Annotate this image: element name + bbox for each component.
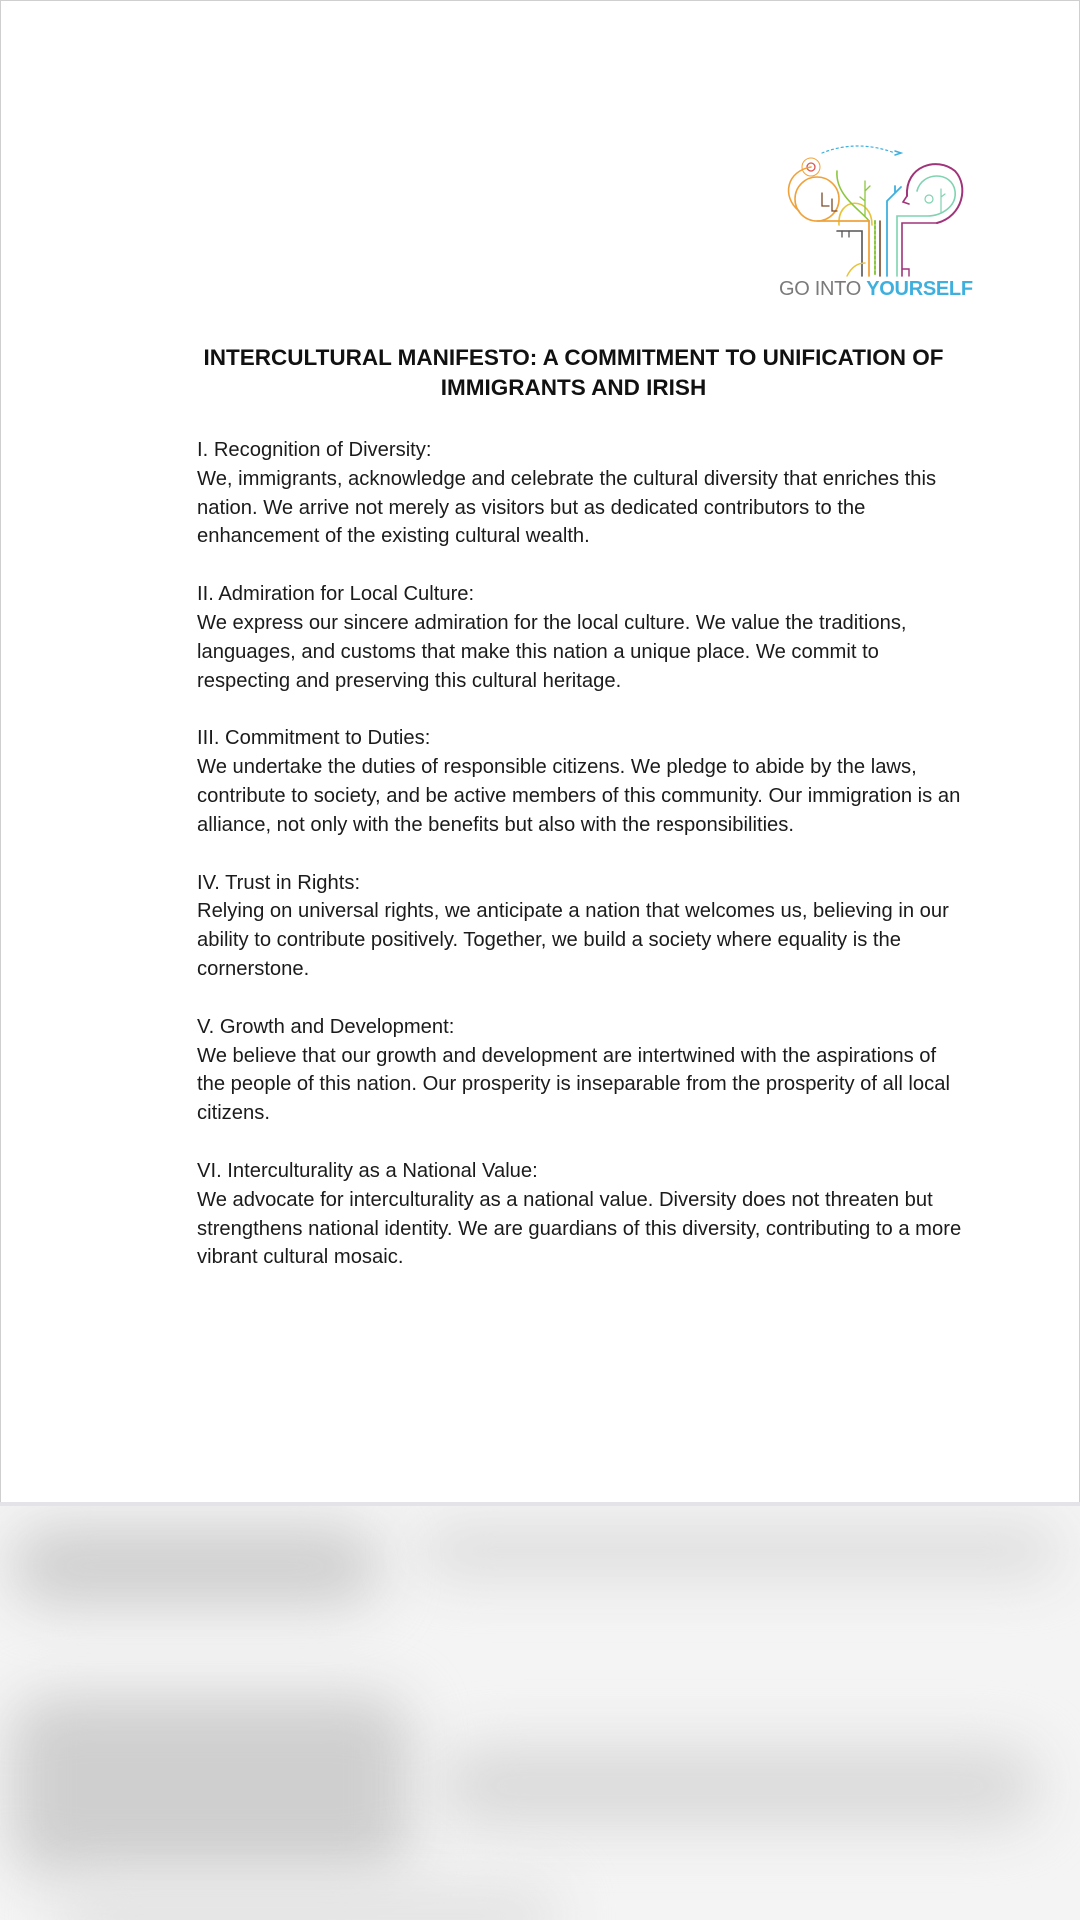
tree-of-paths-logo-icon — [777, 141, 973, 281]
section-body: We advocate for interculturality as a national value. Diversity does not threaten but strengthens national identity. We are guardians of this diversity, contributing to a more vibrant cultural mosaic. — [197, 1188, 962, 1269]
section-heading: V. Growth and Development: — [197, 1015, 455, 1038]
logo-text-bold: YOURSELF — [866, 278, 973, 300]
section-heading: VI. Interculturality as a National Value: — [197, 1159, 538, 1182]
blurred-shape — [10, 1526, 380, 1606]
section-heading: II. Admiration for Local Culture: — [197, 583, 475, 606]
logo-wordmark — [779, 278, 973, 301]
blurred-shape — [60, 1886, 560, 1920]
section-heading: III. Commitment to Duties: — [197, 727, 431, 750]
blurred-shape — [10, 1696, 410, 1876]
section-body: We, immigrants, acknowledge and celebrate the cultural diversity that enriches this nation. We arrive not merely as visitors but as dedicated contributors to the enhancement of the existing cultural wealth. — [197, 467, 937, 548]
blurred-shape — [440, 1746, 1040, 1826]
section-recognition-of-diversity — [197, 436, 967, 551]
blurred-region — [0, 1506, 1080, 1920]
section-commitment-to-duties — [197, 724, 967, 839]
section-body: Relying on universal rights, we anticipate a nation that welcomes us, believing in our ability to contribute positively. Together, we build a society where equality is the cornerstone. — [197, 900, 949, 980]
document-body — [197, 436, 967, 1301]
section-growth-and-development — [197, 1013, 967, 1128]
section-admiration-for-local-culture — [197, 580, 967, 695]
section-body: We express our sincere admiration for the local culture. We value the traditions, languages, and customs that make this nation a unique place. We commit to respecting and preserving this cultural heritage. — [197, 611, 907, 692]
section-trust-in-rights — [197, 869, 967, 984]
section-body: We believe that our growth and development are intertwined with the aspirations of the people of this nation. Our prosperity is inseparable from the prosperity of all local citizens. — [197, 1044, 950, 1125]
section-heading: I. Recognition of Diversity: — [197, 439, 432, 461]
blurred-shape — [420, 1526, 1060, 1576]
logo-text-light: GO INTO — [779, 278, 867, 300]
section-interculturality-national-value — [197, 1157, 967, 1272]
section-body: We undertake the duties of responsible citizens. We pledge to abide by the laws, contribute to society, and be active members of this community. Our immigration is an alliance, not only with the benefits but also with the responsibilities. — [197, 756, 961, 836]
document-title: INTERCULTURAL MANIFESTO: A COMMITMENT TO UNIFICATION OF IMMIGRANTS AND IRISH — [203, 345, 944, 400]
section-heading: IV. Trust in Rights: — [197, 871, 361, 894]
